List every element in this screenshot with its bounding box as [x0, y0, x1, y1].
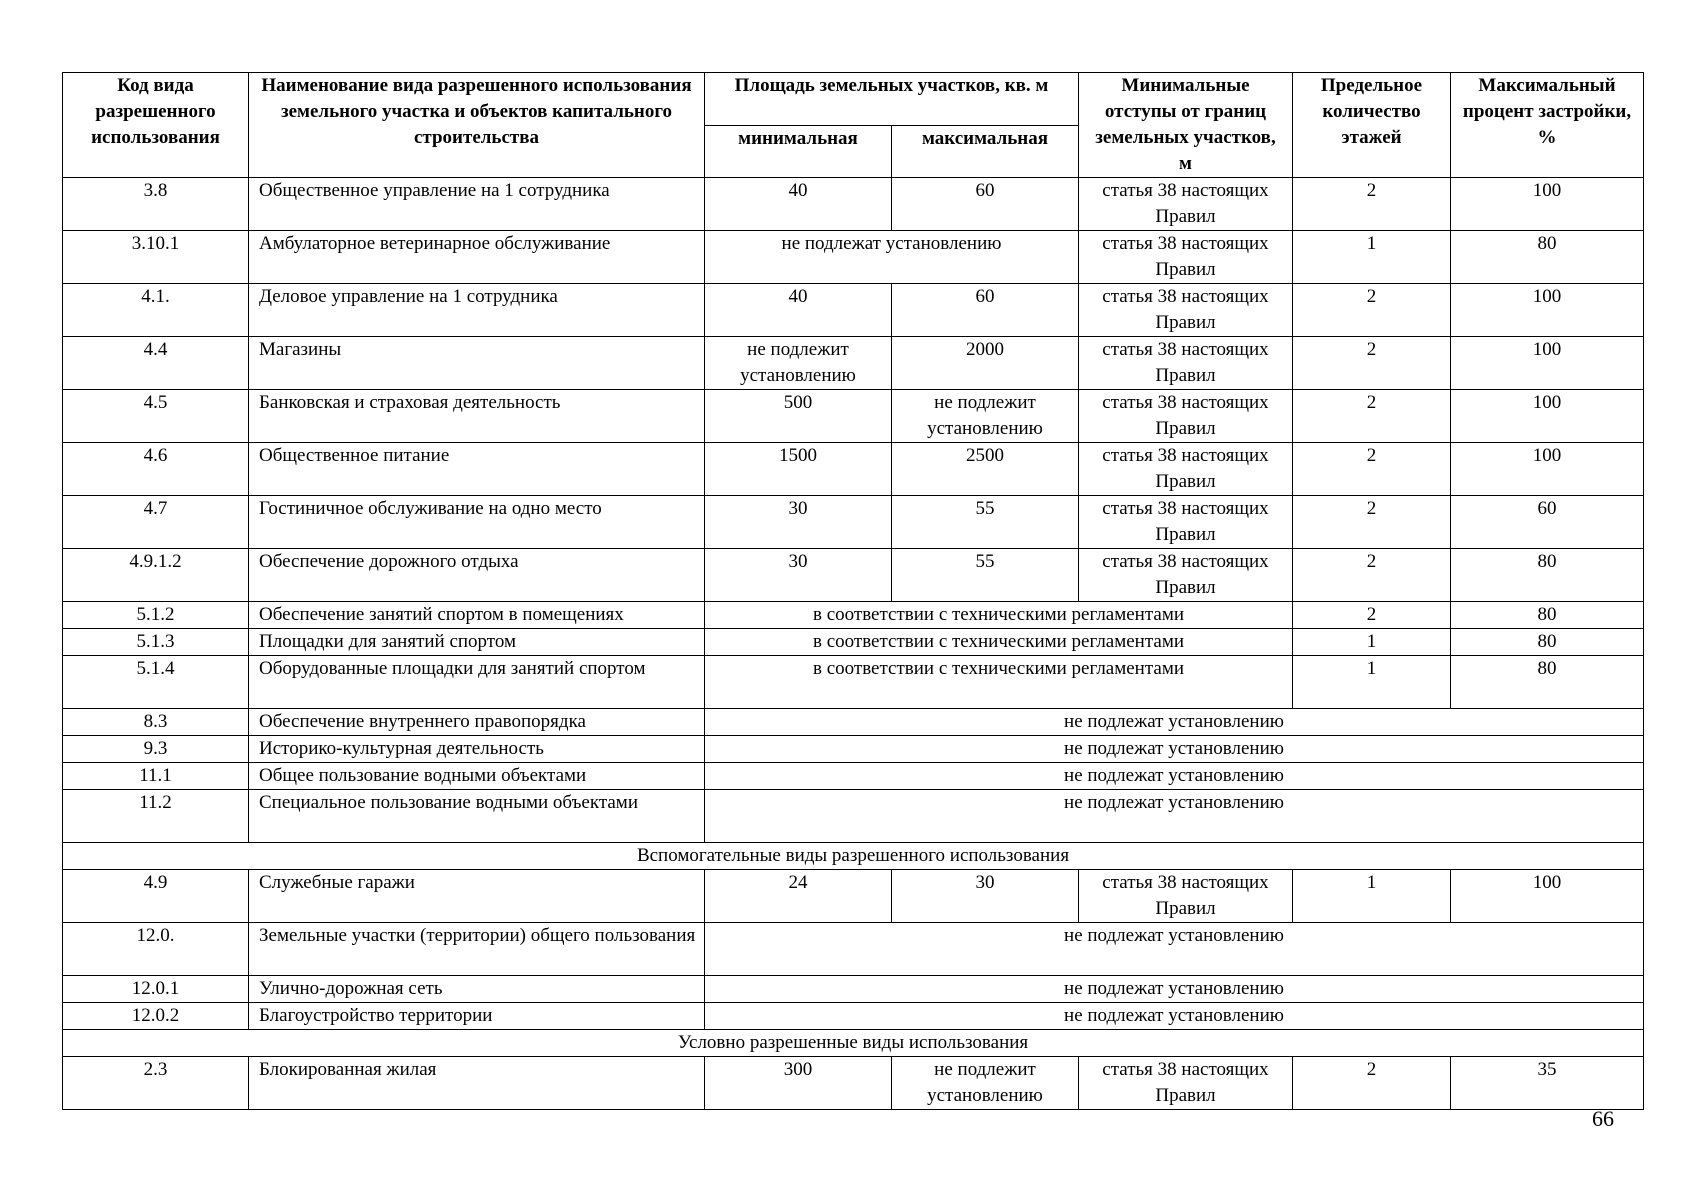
- cell-area-merged: не подлежат установлению: [705, 231, 1079, 284]
- cell-area-max: 2000: [892, 337, 1079, 390]
- header-floors: Предельное количество этажей: [1293, 73, 1451, 178]
- cell-name: Улично-дорожная сеть: [249, 976, 705, 1003]
- cell-code: 3.10.1: [63, 231, 249, 284]
- cell-floors: 2: [1293, 496, 1451, 549]
- cell-floors: 2: [1293, 443, 1451, 496]
- cell-coverage: 100: [1451, 870, 1644, 923]
- cell-setback: статья 38 настоящих Правил: [1079, 390, 1293, 443]
- cell-all-merged: не подлежат установлению: [705, 790, 1644, 843]
- table-row: [63, 656, 1644, 709]
- cell-setback: статья 38 настоящих Правил: [1079, 443, 1293, 496]
- cell-code: 5.1.4: [63, 656, 249, 709]
- cell-area-max: 55: [892, 549, 1079, 602]
- cell-all-merged: не подлежат установлению: [705, 763, 1644, 790]
- cell-area-max: не подлежит установлению: [892, 390, 1079, 443]
- cell-setback: статья 38 настоящих Правил: [1079, 1057, 1293, 1110]
- cell-coverage: 100: [1451, 443, 1644, 496]
- cell-area-min: 40: [705, 284, 892, 337]
- cell-code: 3.8: [63, 178, 249, 231]
- cell-area-merged: в соответствии с техническими регламентами: [705, 629, 1293, 656]
- cell-all-merged: не подлежат установлению: [705, 923, 1644, 976]
- cell-name: Гостиничное обслуживание на одно место: [249, 496, 705, 549]
- cell-code: 12.0.: [63, 923, 249, 976]
- cell-code: 12.0.2: [63, 1003, 249, 1030]
- cell-name: Блокированная жилая: [249, 1057, 705, 1110]
- table-row: [63, 1057, 1644, 1110]
- cell-name: Общественное питание: [249, 443, 705, 496]
- cell-name: Историко-культурная деятельность: [249, 736, 705, 763]
- cell-floors: 2: [1293, 390, 1451, 443]
- table-row: [63, 763, 1644, 790]
- table-row: [63, 602, 1644, 629]
- cell-floors: 1: [1293, 629, 1451, 656]
- cell-code: 11.1: [63, 763, 249, 790]
- cell-code: 5.1.2: [63, 602, 249, 629]
- cell-name: Банковская и страховая деятельность: [249, 390, 705, 443]
- cell-coverage: 80: [1451, 231, 1644, 284]
- cell-area-min: 40: [705, 178, 892, 231]
- table-row: [63, 178, 1644, 231]
- table-row: [63, 231, 1644, 284]
- table-row: [63, 337, 1644, 390]
- table-row: [63, 629, 1644, 656]
- cell-coverage: 60: [1451, 496, 1644, 549]
- cell-code: 11.2: [63, 790, 249, 843]
- cell-floors: 2: [1293, 602, 1451, 629]
- cell-setback: статья 38 настоящих Правил: [1079, 496, 1293, 549]
- cell-coverage: 35: [1451, 1057, 1644, 1110]
- cell-area-min: 30: [705, 549, 892, 602]
- cell-name: Служебные гаражи: [249, 870, 705, 923]
- header-setback: Минимальные отступы от границ земельных участков, м: [1079, 73, 1293, 178]
- cell-name: Обеспечение внутреннего правопорядка: [249, 709, 705, 736]
- cell-coverage: 100: [1451, 390, 1644, 443]
- page-number: 66: [1592, 1106, 1614, 1131]
- cell-code: 9.3: [63, 736, 249, 763]
- cell-setback: статья 38 настоящих Правил: [1079, 178, 1293, 231]
- table-row: [63, 549, 1644, 602]
- cell-setback: статья 38 настоящих Правил: [1079, 870, 1293, 923]
- cell-code: 5.1.3: [63, 629, 249, 656]
- cell-coverage: 80: [1451, 656, 1644, 709]
- cell-name: Оборудованные площадки для занятий спортом: [249, 656, 705, 709]
- cell-setback: статья 38 настоящих Правил: [1079, 337, 1293, 390]
- cell-coverage: 100: [1451, 284, 1644, 337]
- cell-floors: 1: [1293, 870, 1451, 923]
- land-use-table: [62, 72, 1644, 1110]
- cell-area-max: не подлежит установлению: [892, 1057, 1079, 1110]
- table-row: [63, 870, 1644, 923]
- cell-area-merged: в соответствии с техническими регламентами: [705, 656, 1293, 709]
- section-row-auxiliary: [63, 843, 1644, 870]
- cell-code: 4.4: [63, 337, 249, 390]
- cell-all-merged: не подлежат установлению: [705, 709, 1644, 736]
- cell-name: Амбулаторное ветеринарное обслуживание: [249, 231, 705, 284]
- header-code: Код вида разрешенного использования: [63, 73, 249, 178]
- cell-area-min: 300: [705, 1057, 892, 1110]
- cell-floors: 2: [1293, 337, 1451, 390]
- cell-coverage: 80: [1451, 549, 1644, 602]
- cell-name: Площадки для занятий спортом: [249, 629, 705, 656]
- section-title-conditional: Условно разрешенные виды использования: [63, 1030, 1644, 1057]
- cell-name: Обеспечение занятий спортом в помещениях: [249, 602, 705, 629]
- cell-area-max: 2500: [892, 443, 1079, 496]
- cell-all-merged: не подлежат установлению: [705, 1003, 1644, 1030]
- cell-coverage: 80: [1451, 629, 1644, 656]
- header-name: Наименование вида разрешенного использования земельного участка и объектов капитального строительства: [249, 73, 705, 178]
- table-row: [63, 1003, 1644, 1030]
- table-row: [63, 736, 1644, 763]
- table-row: [63, 284, 1644, 337]
- cell-code: 4.9: [63, 870, 249, 923]
- cell-area-max: 60: [892, 178, 1079, 231]
- cell-area-min: 24: [705, 870, 892, 923]
- cell-area-min: не подлежит установлению: [705, 337, 892, 390]
- table-row: [63, 790, 1644, 843]
- table-row: [63, 390, 1644, 443]
- cell-floors: 2: [1293, 178, 1451, 231]
- cell-floors: 2: [1293, 1057, 1451, 1110]
- cell-setback: статья 38 настоящих Правил: [1079, 549, 1293, 602]
- cell-code: 12.0.1: [63, 976, 249, 1003]
- cell-name: Специальное пользование водными объектами: [249, 790, 705, 843]
- cell-area-min: 30: [705, 496, 892, 549]
- cell-name: Земельные участки (территории) общего пользования: [249, 923, 705, 976]
- cell-setback: статья 38 настоящих Правил: [1079, 284, 1293, 337]
- cell-floors: 1: [1293, 231, 1451, 284]
- cell-area-max: 30: [892, 870, 1079, 923]
- cell-all-merged: не подлежат установлению: [705, 976, 1644, 1003]
- cell-floors: 2: [1293, 549, 1451, 602]
- header-area: Площадь земельных участков, кв. м: [705, 73, 1079, 126]
- section-title-auxiliary: Вспомогательные виды разрешенного использования: [63, 843, 1644, 870]
- cell-coverage: 80: [1451, 602, 1644, 629]
- cell-code: 2.3: [63, 1057, 249, 1110]
- cell-code: 8.3: [63, 709, 249, 736]
- cell-area-max: 60: [892, 284, 1079, 337]
- table-row: [63, 443, 1644, 496]
- cell-name: Общественное управление на 1 сотрудника: [249, 178, 705, 231]
- cell-code: 4.6: [63, 443, 249, 496]
- section-row-conditional: [63, 1030, 1644, 1057]
- cell-code: 4.9.1.2: [63, 549, 249, 602]
- table-row: [63, 709, 1644, 736]
- cell-name: Благоустройство территории: [249, 1003, 705, 1030]
- header-area-max: максимальная: [892, 125, 1079, 178]
- cell-coverage: 100: [1451, 337, 1644, 390]
- cell-all-merged: не подлежат установлению: [705, 736, 1644, 763]
- cell-area-max: 55: [892, 496, 1079, 549]
- cell-floors: 1: [1293, 656, 1451, 709]
- cell-floors: 2: [1293, 284, 1451, 337]
- header-area-min: минимальная: [705, 125, 892, 178]
- cell-name: Магазины: [249, 337, 705, 390]
- cell-area-min: 500: [705, 390, 892, 443]
- cell-code: 4.5: [63, 390, 249, 443]
- table-row: [63, 496, 1644, 549]
- cell-code: 4.1.: [63, 284, 249, 337]
- cell-setback: статья 38 настоящих Правил: [1079, 231, 1293, 284]
- table-row: [63, 923, 1644, 976]
- cell-area-min: 1500: [705, 443, 892, 496]
- cell-name: Общее пользование водными объектами: [249, 763, 705, 790]
- header-coverage: Максимальный процент застройки, %: [1451, 73, 1644, 178]
- cell-code: 4.7: [63, 496, 249, 549]
- cell-name: Обеспечение дорожного отдыха: [249, 549, 705, 602]
- table-row: [63, 976, 1644, 1003]
- cell-coverage: 100: [1451, 178, 1644, 231]
- cell-area-merged: в соответствии с техническими регламентами: [705, 602, 1293, 629]
- cell-name: Деловое управление на 1 сотрудника: [249, 284, 705, 337]
